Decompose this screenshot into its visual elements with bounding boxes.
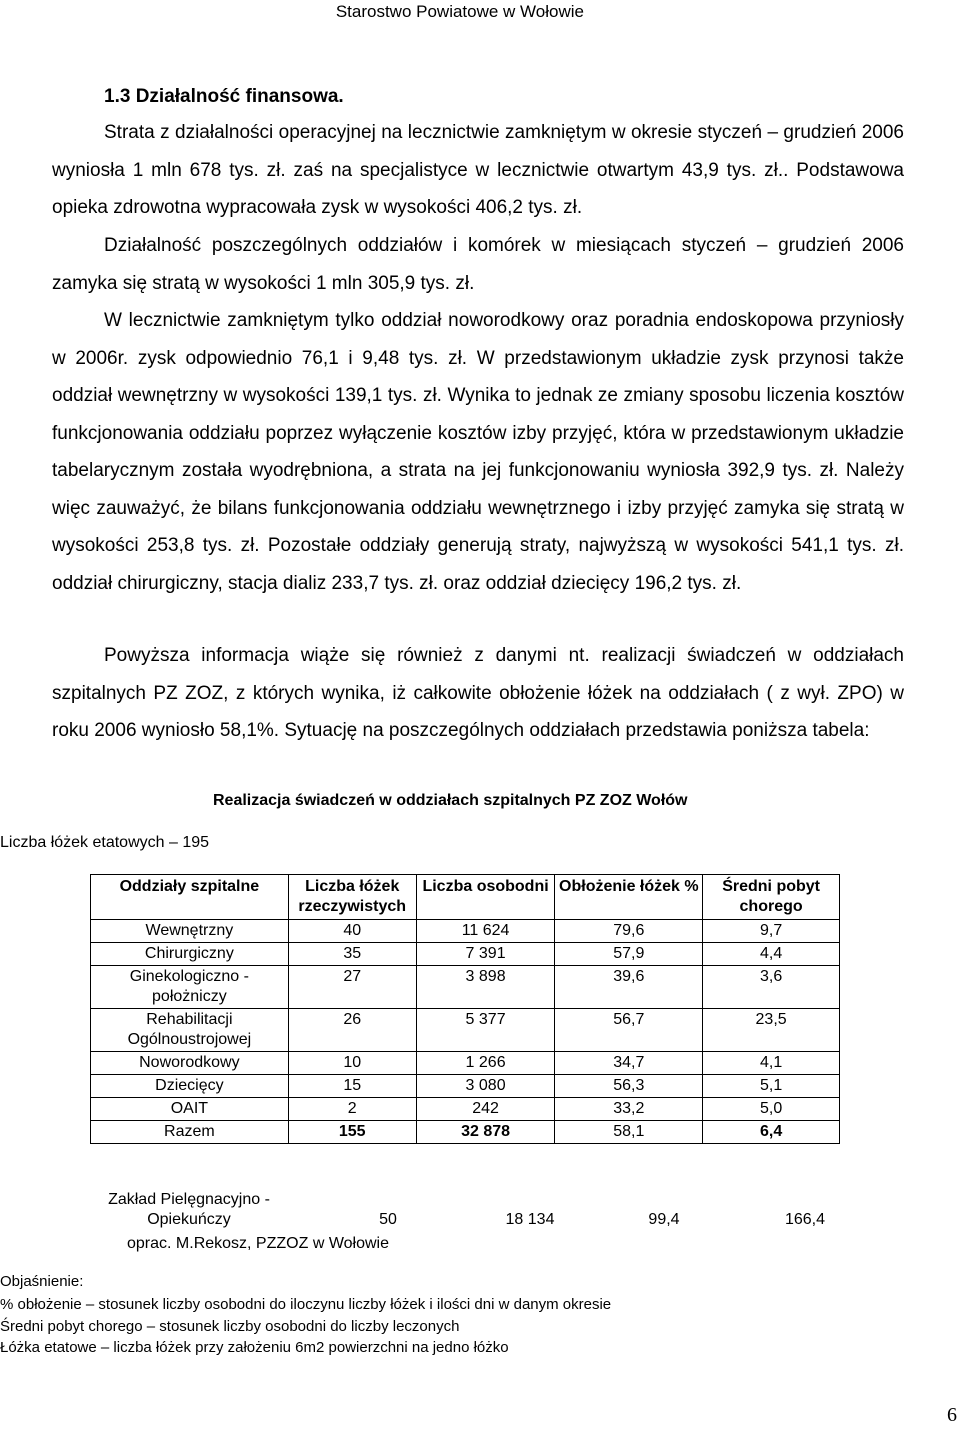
- occupancy-cell: 39,6: [555, 966, 703, 1009]
- occupancy-cell: 58,1: [555, 1121, 703, 1144]
- beds-note: Liczba łóżek etatowych – 195: [0, 834, 210, 851]
- beds-cell: 26: [288, 1009, 416, 1052]
- legend-title: Objaśnienie:: [0, 1273, 84, 1290]
- header-cell: Liczba osobodni: [416, 875, 555, 920]
- legend-item: Łóżka etatowe – liczba łóżek przy założeniu 6m2 powierzchni na jedno łóżko: [0, 1339, 509, 1356]
- ward-name-cell: OAIT: [91, 1098, 289, 1121]
- ward-name-cell: Noworodkowy: [91, 1052, 289, 1075]
- avg-stay-cell: 23,5: [703, 1009, 840, 1052]
- occupancy-cell: 56,7: [555, 1009, 703, 1052]
- zpo-patient-days: 18 134: [505, 1211, 555, 1228]
- occupancy-cell: 56,3: [555, 1075, 703, 1098]
- patient-days-cell: 7 391: [416, 943, 555, 966]
- beds-cell: 155: [288, 1121, 416, 1144]
- ward-name-cell: Wewnętrzny: [91, 920, 289, 943]
- ward-name-cell: Razem: [91, 1121, 289, 1144]
- zpo-avg-stay: 166,4: [784, 1211, 826, 1228]
- ward-name-cell: Chirurgiczny: [91, 943, 289, 966]
- patient-days-cell: 3 080: [416, 1075, 555, 1098]
- table-row: [91, 966, 840, 1009]
- avg-stay-cell: 9,7: [703, 920, 840, 943]
- avg-stay-cell: 4,4: [703, 943, 840, 966]
- legend-item: % obłożenie – stosunek liczby osobodni do iloczynu liczby łóżek i ilości dni w danym okresie: [0, 1296, 612, 1313]
- table-row: [91, 1075, 840, 1098]
- avg-stay-cell: 4,1: [703, 1052, 840, 1075]
- table-row: [91, 1098, 840, 1121]
- source-note: oprac. M.Rekosz, PZZOZ w Wołowie: [127, 1235, 389, 1252]
- page-number: 6: [947, 1404, 957, 1426]
- legend-item: Średni pobyt chorego – stosunek liczby osobodni do liczby leczonych: [0, 1318, 460, 1335]
- paragraph: W lecznictwie zamkniętym tylko oddział noworodkowy oraz poradnia endoskopowa przyniosły w 2006r. zysk odpowiednio 76,1 i 9,48 tys. zł. W przedstawionym układzie zysk przynosi także oddział wewnętrzny w wysokości 139,1 tys. zł. Wynika to jednak ze zmiany sposobu liczenia kosztów funkcjonowania oddziału poprzez wyłączenie kosztów izby przyjęć, która w przedstawionym układzie tabelarycznym została wyodrębniona, a strata na jej funkcjonowaniu wyniosła 392,9 tys. zł. Należy więc zauważyć, że bilans funkcjonowania oddziału wewnętrznego i izby przyjęć zamyka się stratą w wysokości 253,8 tys. zł. Pozostałe oddziały generują straty, najwyższą w wysokości 541,1 tys. zł. oddział chirurgiczny, stacja dializ 233,7 tys. zł. oraz oddział dziecięcy 196,2 tys. zł.: [52, 310, 904, 594]
- section-title: 1.3 Działalność finansowa.: [104, 86, 344, 107]
- zpo-beds: 50: [379, 1211, 397, 1228]
- zpo-name: Zakład Pielęgnacyjno - Opiekuńczy: [108, 1191, 270, 1228]
- ward-name-cell: Ginekologiczno - położniczy: [91, 966, 289, 1009]
- zpo-occupancy: 99,4: [648, 1211, 680, 1228]
- paragraph: Powyższa informacja wiąże się również z danymi nt. realizacji świadczeń w oddziałach szpitalnych PZ ZOZ, z których wynika, iż całkowite obłożenie łóżek na oddziałach ( z wył. ZPO) w roku 2006 wyniosło 58,1%. Sytuację na poszczególnych oddziałach przedstawia poniższa tabela:: [52, 645, 904, 741]
- patient-days-cell: 32 878: [416, 1121, 555, 1144]
- avg-stay-cell: 6,4: [703, 1121, 840, 1144]
- ward-name-cell: Dziecięcy: [91, 1075, 289, 1098]
- occupancy-cell: 79,6: [555, 920, 703, 943]
- patient-days-cell: 11 624: [416, 920, 555, 943]
- header-cell: Oddziały szpitalne: [91, 875, 289, 920]
- table-header-row: [91, 875, 840, 920]
- patient-days-cell: 1 266: [416, 1052, 555, 1075]
- occupancy-cell: 57,9: [555, 943, 703, 966]
- ward-name-cell: Rehabilitacji Ogólnoustrojowej: [91, 1009, 289, 1052]
- table-row: [91, 920, 840, 943]
- table-caption: Realizacja świadczeń w oddziałach szpitalnych PZ ZOZ Wołów: [213, 792, 688, 809]
- avg-stay-cell: 5,1: [703, 1075, 840, 1098]
- beds-cell: 27: [288, 966, 416, 1009]
- beds-cell: 40: [288, 920, 416, 943]
- ward-table: [90, 874, 840, 1144]
- patient-days-cell: 3 898: [416, 966, 555, 1009]
- table-row: [91, 943, 840, 966]
- beds-cell: 15: [288, 1075, 416, 1098]
- avg-stay-cell: 3,6: [703, 966, 840, 1009]
- avg-stay-cell: 5,0: [703, 1098, 840, 1121]
- table-total-row: [91, 1121, 840, 1144]
- header-cell: Liczba łóżek rzeczywistych: [288, 875, 416, 920]
- beds-cell: 10: [288, 1052, 416, 1075]
- patient-days-cell: 242: [416, 1098, 555, 1121]
- beds-cell: 2: [288, 1098, 416, 1121]
- table-row: [91, 1052, 840, 1075]
- beds-cell: 35: [288, 943, 416, 966]
- header-cell: Średni pobyt chorego: [703, 875, 840, 920]
- patient-days-cell: 5 377: [416, 1009, 555, 1052]
- occupancy-cell: 34,7: [555, 1052, 703, 1075]
- paragraph: Działalność poszczególnych oddziałów i komórek w miesiącach styczeń – grudzień 2006 zamyka się stratą w wysokości 1 mln 305,9 tys. zł.: [52, 235, 904, 294]
- page-header: Starostwo Powiatowe w Wołowie: [335, 2, 584, 21]
- occupancy-cell: 33,2: [555, 1098, 703, 1121]
- table-row: [91, 1009, 840, 1052]
- header-cell: Obłożenie łóżek %: [555, 875, 703, 920]
- paragraph: Strata z działalności operacyjnej na lecznictwie zamkniętym w okresie styczeń – grudzień 2006 wyniosła 1 mln 678 tys. zł. zaś na specjalistyce w lecznictwie otwartym 43,9 tys. zł.. Podstawowa opieka zdrowotna wypracowała zysk w wysokości 406,2 tys. zł.: [52, 122, 904, 218]
